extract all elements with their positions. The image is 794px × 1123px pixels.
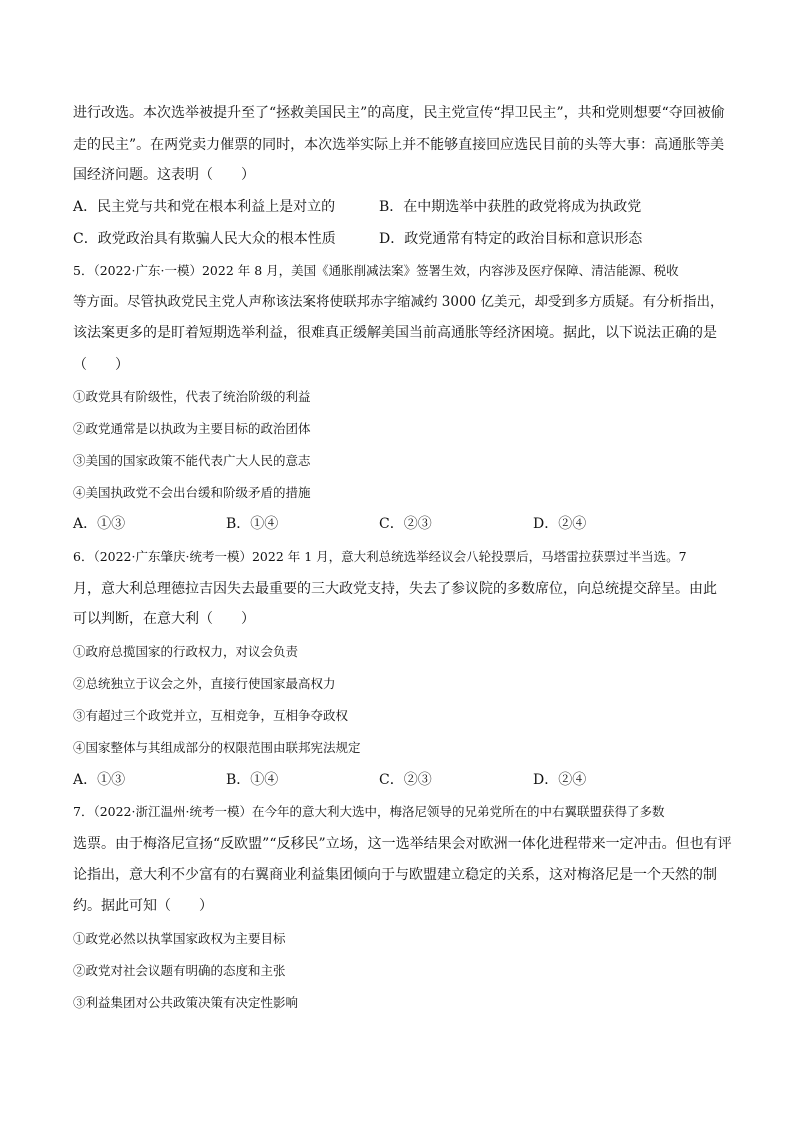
q5-text-line: 该法案更多的是盯着短期选举利益，很难真正缓解美国当前高通胀等经济困境。据此，以下说法正确的是	[73, 325, 717, 341]
q6-text-line: 6．（2022·广东肇庆·统考一模）2022 年 1 月，意大利总统选举经议会八轮投票后，马塔雷拉获票过半当选。7	[73, 549, 687, 564]
q6-text-line: 月，意大利总理德拉吉因失去最重要的三大政党支持，失去了参议院的多数席位，向总统提交辞呈。由此	[73, 581, 717, 597]
q6-option-b[interactable]: B．①④	[226, 772, 279, 788]
q4-option-b[interactable]: B．在中期选举中获胜的政党将成为执政党	[379, 199, 642, 215]
q5-options-row	[73, 515, 733, 533]
q7-text-line: 选票。由于梅洛尼宣扬“反欧盟”“反移民”立场，这一选举结果会对欧洲一体化进程带来一定冲击。但也有评	[73, 836, 732, 852]
q6-option-c[interactable]: C．②③	[379, 772, 432, 788]
q4-text-line: 进行改选。本次选举被提升至了“拯救美国民主”的高度，民主党宣传“捍卫民主”，共和党则想要“夺回被偷	[73, 105, 725, 121]
q4-option-a[interactable]: A．民主党与共和党在根本利益上是对立的	[73, 199, 336, 215]
q4-option-c[interactable]: C．政党政治具有欺骗人民大众的根本性质	[73, 231, 336, 247]
q5-text-line: 等方面。尽管执政党民主党人声称该法案将使联邦赤字缩减约 3000 亿美元，却受到多方质疑。有分析指出，	[73, 294, 724, 310]
q6-statement: ④国家整体与其组成部分的权限范围由联邦宪法规定	[73, 740, 361, 755]
q6-statement: ③有超过三个政党并立，互相竞争，互相争夺政权	[73, 708, 349, 723]
q7-statement: ②政党对社会议题有明确的态度和主张	[73, 963, 286, 978]
q6-statement: ①政府总揽国家的行政权力，对议会负责	[73, 644, 299, 659]
q7-statement: ③利益集团对公共政策决策有决定性影响	[73, 995, 299, 1010]
q5-option-d[interactable]: D．②④	[533, 516, 587, 532]
q6-option-a[interactable]: A．①③	[73, 772, 126, 788]
q5-option-c[interactable]: C．②③	[379, 516, 432, 532]
q4-text-line: 国经济问题。这表明（ ）	[73, 167, 255, 183]
q4-option-d[interactable]: D．政党通常有特定的政治目标和意识形态	[379, 231, 643, 247]
q4-options-row-2	[73, 230, 733, 248]
q4-text-line: 走的民主”。在两党卖力催票的同时，本次选举实际上并不能够直接回应选民目前的头等大事：高通胀等美	[73, 137, 725, 153]
q7-statement: ①政党必然以执掌国家政权为主要目标	[73, 931, 286, 946]
q4-options-row-1	[73, 198, 733, 216]
q5-statement: ④美国执政党不会出台缓和阶级矛盾的措施	[73, 485, 311, 500]
q6-text-line: 可以判断，在意大利（ ）	[73, 611, 255, 627]
q7-text-line: 论指出，意大利不少富有的右翼商业利益集团倾向于与欧盟建立稳定的关系，这对梅洛尼是一个天然的制	[73, 867, 717, 883]
q7-text-line: 约。据此可知（ ）	[73, 898, 213, 914]
q5-option-a[interactable]: A．①③	[73, 516, 126, 532]
q6-options-row	[73, 771, 733, 789]
q6-statement: ②总统独立于议会之外，直接行使国家最高权力	[73, 676, 336, 691]
q5-option-b[interactable]: B．①④	[226, 516, 279, 532]
q7-text-line: 7．（2022·浙江温州·统考一模）在今年的意大利大选中，梅洛尼领导的兄弟党所在的中右翼联盟获得了多数	[73, 804, 665, 819]
q5-statement: ③美国的国家政策不能代表广大人民的意志	[73, 453, 311, 468]
q5-text-line: 5．（2022·广东·一模）2022 年 8 月，美国《通胀削减法案》签署生效，内容涉及医疗保障、清洁能源、税收	[73, 263, 679, 278]
q5-text-line: （ ）	[73, 357, 129, 373]
q5-statement: ②政党通常是以执政为主要目标的政治团体	[73, 421, 311, 436]
q5-statement: ①政党具有阶级性，代表了统治阶级的利益	[73, 389, 311, 404]
q6-option-d[interactable]: D．②④	[533, 772, 587, 788]
